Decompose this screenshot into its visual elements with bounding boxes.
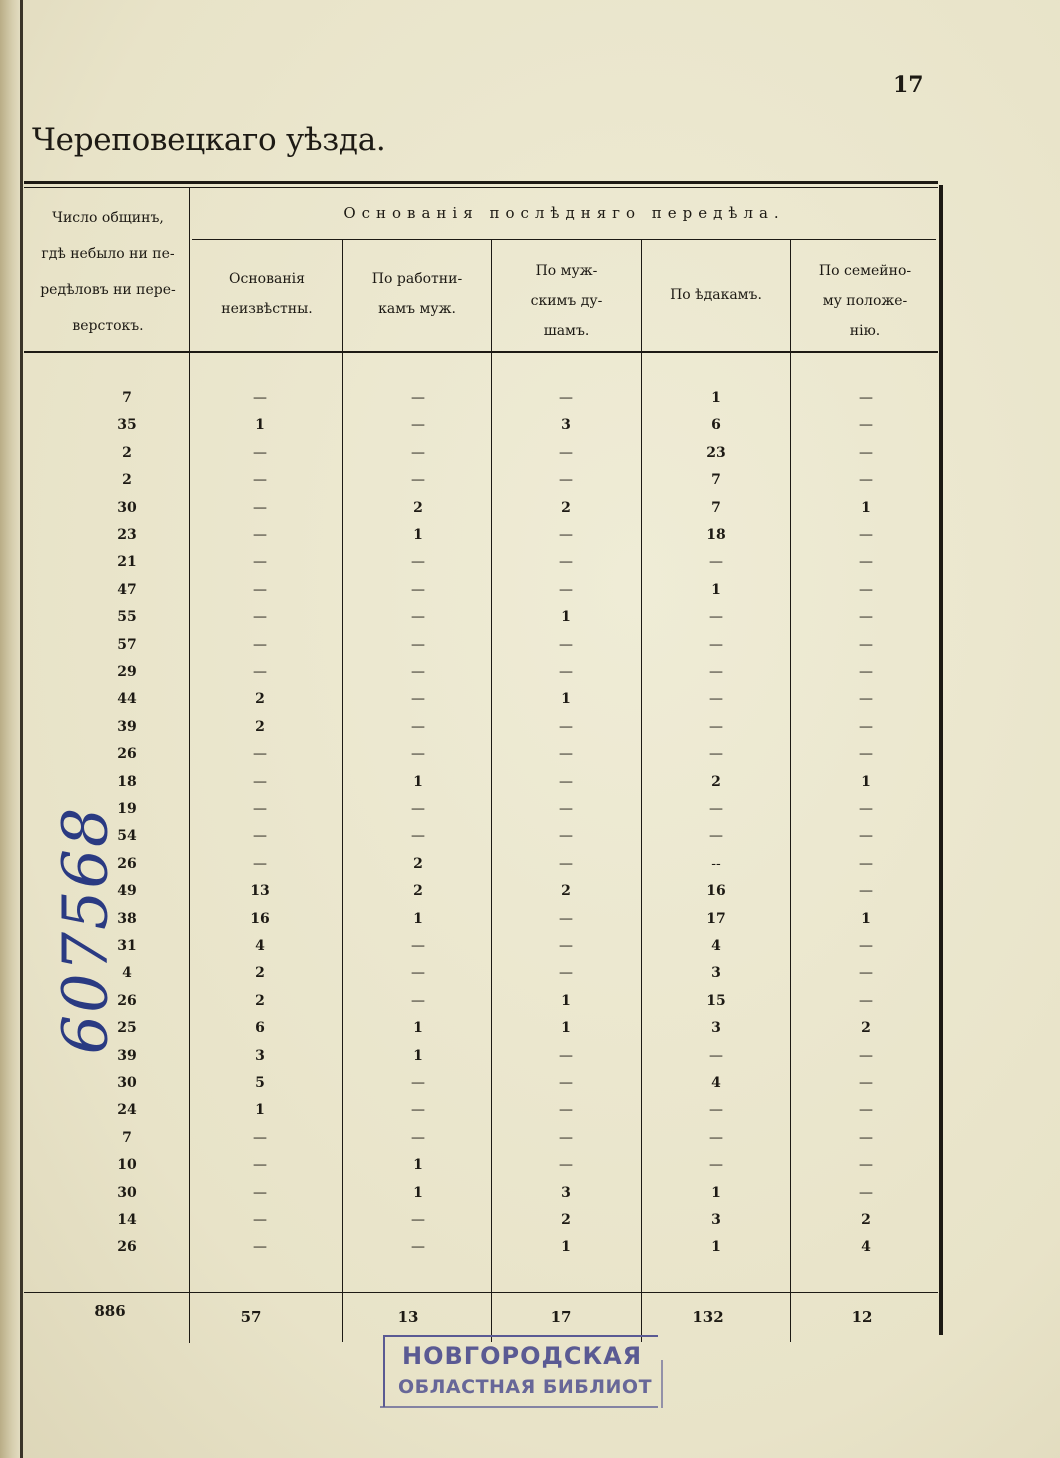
group-header-rule xyxy=(192,239,936,240)
table-cell: — xyxy=(559,444,573,461)
table-cell: 30 xyxy=(117,1075,137,1091)
header-bottom-rule xyxy=(24,351,938,353)
total-cell: 13 xyxy=(397,1308,419,1326)
table-cell: 1 xyxy=(561,1020,571,1037)
table-cell: — xyxy=(559,527,573,543)
table-cell: — xyxy=(859,965,873,982)
table-cell: — xyxy=(411,444,425,461)
table-cell: 24 xyxy=(117,1102,137,1119)
table-cell: — xyxy=(559,1102,573,1119)
table-cell: — xyxy=(559,801,573,817)
table-cell: 30 xyxy=(117,499,137,516)
table-cell: 2 xyxy=(255,718,265,735)
table-cell: 2 xyxy=(861,1020,871,1037)
total-cell: 132 xyxy=(692,1308,724,1326)
table-cell: — xyxy=(411,1075,425,1091)
table-cell: — xyxy=(859,1129,873,1146)
table-cell: 44 xyxy=(117,691,137,708)
table-cell: — xyxy=(709,609,723,626)
table-cell: 2 xyxy=(561,499,571,516)
table-cell: — xyxy=(859,664,873,680)
table-cell: 1 xyxy=(561,609,571,626)
table-cell: 1 xyxy=(413,773,423,790)
table-cell: — xyxy=(559,965,573,982)
table-cell: 2 xyxy=(711,773,721,790)
table-cell: — xyxy=(411,1129,425,1146)
table-cell: — xyxy=(859,746,873,763)
table-cell: — xyxy=(253,581,267,598)
table-cell: 57 xyxy=(117,636,137,653)
handwritten-inventory-number: 607568 xyxy=(48,805,122,1055)
table-cell: — xyxy=(253,499,267,516)
table-cell: — xyxy=(859,581,873,598)
table-cell: — xyxy=(253,527,267,543)
col-sep-1 xyxy=(189,188,190,1343)
table-cell: 2 xyxy=(561,883,571,900)
table-cell: — xyxy=(859,828,873,845)
table-cell: — xyxy=(411,746,425,763)
table-cell: — xyxy=(253,855,267,872)
table-cell: 1 xyxy=(255,417,265,434)
table-cell: — xyxy=(559,664,573,680)
table-cell: 5 xyxy=(255,1075,265,1091)
table-cell: 39 xyxy=(117,718,137,735)
table-cell: — xyxy=(709,664,723,680)
table-cell: 1 xyxy=(561,992,571,1009)
table-cell: 1 xyxy=(711,1239,721,1256)
total-cell: 886 xyxy=(94,1302,126,1320)
table-cell: 2 xyxy=(122,444,132,461)
table-cell: 18 xyxy=(117,773,137,790)
table-cell: 3 xyxy=(561,1184,571,1201)
col-sep-5 xyxy=(790,240,791,1342)
table-cell: 1 xyxy=(711,581,721,598)
col-sep-3 xyxy=(491,240,492,1342)
table-cell: — xyxy=(411,801,425,817)
table-cell: 16 xyxy=(250,910,270,927)
table-cell: — xyxy=(859,691,873,708)
table-cell: — xyxy=(411,1102,425,1119)
table-cell: 4 xyxy=(122,965,132,982)
table-top-rule-thin xyxy=(24,187,938,188)
table-cell: — xyxy=(859,609,873,626)
table-cell: — xyxy=(411,828,425,845)
table-cell: 14 xyxy=(117,1212,137,1228)
table-cell: 23 xyxy=(706,444,726,461)
table-cell: 29 xyxy=(117,664,137,680)
table-cell: 3 xyxy=(711,1020,721,1037)
table-cell: 55 xyxy=(117,609,137,626)
book-spine xyxy=(0,0,22,1458)
header-col-communes: Число общинъ, гдѣ небыло ни пе- редѣловъ ни пере- верстокъ. xyxy=(40,210,176,334)
table-cell: — xyxy=(559,1075,573,1091)
table-cell: 49 xyxy=(117,883,137,900)
library-stamp xyxy=(380,1330,662,1410)
table-cell: — xyxy=(559,828,573,845)
page-title: Череповецкаго уѣзда. xyxy=(32,122,386,158)
table-cell: 3 xyxy=(255,1047,265,1064)
table-cell: 4 xyxy=(255,938,265,954)
table-cell: — xyxy=(709,1129,723,1146)
table-cell: — xyxy=(253,1157,267,1174)
table-cell: 26 xyxy=(117,1239,137,1256)
table-cell: 15 xyxy=(706,992,726,1009)
table-cell: — xyxy=(253,554,267,571)
table-cell: — xyxy=(859,1047,873,1064)
table-cell: 1 xyxy=(561,691,571,708)
table-cell: 26 xyxy=(117,992,137,1009)
table-cell: — xyxy=(559,1047,573,1064)
table-cell: — xyxy=(253,773,267,790)
table-cell: — xyxy=(559,636,573,653)
table-cell: 7 xyxy=(711,472,721,489)
table-cell: — xyxy=(709,636,723,653)
table-cell: — xyxy=(709,746,723,763)
table-cell: 26 xyxy=(117,855,137,872)
total-cell: 17 xyxy=(550,1308,572,1326)
table-cell: — xyxy=(709,1047,723,1064)
table-cell: — xyxy=(411,581,425,598)
table-cell: — xyxy=(709,801,723,817)
table-cell: — xyxy=(859,718,873,735)
table-cell: 1 xyxy=(413,1157,423,1174)
table-cell: — xyxy=(253,1129,267,1146)
stamp-line-1: НОВГОРОДСКАЯ xyxy=(402,1342,643,1370)
table-cell: 1 xyxy=(861,910,871,927)
table-cell: — xyxy=(253,609,267,626)
table-cell: 1 xyxy=(413,910,423,927)
table-cell: — xyxy=(411,609,425,626)
table-cell: — xyxy=(859,801,873,817)
table-cell: 6 xyxy=(711,417,721,434)
table-cell: 13 xyxy=(250,883,270,900)
header-col-family: По семейно- му положе- нію. xyxy=(818,263,912,339)
table-cell: 3 xyxy=(711,965,721,982)
table-cell: — xyxy=(253,801,267,817)
table-cell: 54 xyxy=(117,828,137,845)
table-cell: — xyxy=(709,828,723,845)
table-cell: — xyxy=(253,444,267,461)
table-cell: 2 xyxy=(255,965,265,982)
table-cell: 6 xyxy=(255,1020,265,1037)
table-cell: — xyxy=(859,883,873,900)
table-cell: 21 xyxy=(117,554,137,571)
table-cell: — xyxy=(411,636,425,653)
table-cell: 1 xyxy=(255,1102,265,1119)
table-cell: — xyxy=(411,965,425,982)
table-cell: 2 xyxy=(413,883,423,900)
table-cell: — xyxy=(859,527,873,543)
table-cell: — xyxy=(559,718,573,735)
table-cell: 1 xyxy=(413,527,423,543)
table-cell: — xyxy=(411,992,425,1009)
table-cell: 1 xyxy=(561,1239,571,1256)
table-cell: — xyxy=(411,1239,425,1256)
table-cell: — xyxy=(559,746,573,763)
table-cell: — xyxy=(859,636,873,653)
table-cell: 25 xyxy=(117,1020,137,1037)
table-cell: — xyxy=(559,472,573,489)
col-sep-2 xyxy=(342,240,343,1342)
table-cell: 2 xyxy=(561,1212,571,1228)
table-cell: 23 xyxy=(117,527,137,543)
table-cell: — xyxy=(859,1075,873,1091)
table-cell: — xyxy=(253,664,267,680)
table-cell: 4 xyxy=(711,1075,721,1091)
table-cell: — xyxy=(559,1157,573,1174)
table-cell: 4 xyxy=(861,1239,871,1256)
table-cell: — xyxy=(559,554,573,571)
table-cell: 1 xyxy=(861,499,871,516)
table-cell: — xyxy=(709,554,723,571)
table-cell: — xyxy=(559,581,573,598)
page-number: 17 xyxy=(893,72,924,98)
table-cell: — xyxy=(253,472,267,489)
table-cell: 1 xyxy=(861,773,871,790)
table-cell: — xyxy=(859,472,873,489)
header-col-male-souls: По муж- скимъ ду- шамъ. xyxy=(530,263,603,339)
col-sep-4 xyxy=(641,240,642,1342)
table-cell: 1 xyxy=(413,1020,423,1037)
table-cell: — xyxy=(253,636,267,653)
table-cell: 1 xyxy=(413,1047,423,1064)
table-cell: — xyxy=(859,417,873,434)
table-cell: 1 xyxy=(711,1184,721,1201)
table-cell: 7 xyxy=(122,390,132,406)
table-cell: 1 xyxy=(711,390,721,406)
table-cell: — xyxy=(709,1102,723,1119)
table-cell: 7 xyxy=(711,499,721,516)
table-cell: — xyxy=(411,472,425,489)
table-cell: 19 xyxy=(117,801,137,817)
table-cell: 2 xyxy=(255,992,265,1009)
table-cell: — xyxy=(253,746,267,763)
table-cell: 35 xyxy=(117,417,137,434)
table-cell: 18 xyxy=(706,527,726,543)
table-cell: — xyxy=(253,390,267,406)
table-cell: — xyxy=(859,1184,873,1201)
table-cell: — xyxy=(559,773,573,790)
table-cell: 31 xyxy=(117,938,137,954)
table-cell: 3 xyxy=(561,417,571,434)
table-cell: 47 xyxy=(117,581,137,598)
header-col-unknown: Основанія неизвѣстны. xyxy=(221,271,313,317)
table-cell: 17 xyxy=(706,910,726,927)
table-cell: — xyxy=(253,828,267,845)
header-col-eaters: По ѣдакамъ. xyxy=(670,287,762,303)
table-cell: — xyxy=(859,1102,873,1119)
table-cell: -- xyxy=(711,855,721,872)
table-cell: — xyxy=(253,1184,267,1201)
table-cell: 16 xyxy=(706,883,726,900)
table-cell: — xyxy=(859,444,873,461)
table-cell: — xyxy=(411,417,425,434)
table-cell: — xyxy=(859,855,873,872)
table-cell: — xyxy=(253,1239,267,1256)
table-cell: — xyxy=(559,938,573,954)
table-top-rule xyxy=(24,181,938,184)
table-cell: — xyxy=(709,1157,723,1174)
table-cell: 3 xyxy=(711,1212,721,1228)
table-cell: 2 xyxy=(413,499,423,516)
table-cell: — xyxy=(709,691,723,708)
table-cell: 2 xyxy=(861,1212,871,1228)
table-cell: — xyxy=(709,718,723,735)
totals-rule xyxy=(24,1292,938,1293)
header-col-workers: По работни- камъ муж. xyxy=(371,271,463,317)
table-cell: — xyxy=(859,1157,873,1174)
table-cell: — xyxy=(859,992,873,1009)
table-cell: — xyxy=(559,1129,573,1146)
header-group: Основанія послѣдняго передѣла. xyxy=(343,204,785,222)
table-cell: — xyxy=(253,1212,267,1228)
total-cell: 12 xyxy=(851,1308,873,1326)
table-cell: 30 xyxy=(117,1184,137,1201)
table-cell: — xyxy=(411,664,425,680)
table-cell: — xyxy=(411,554,425,571)
table-cell: — xyxy=(411,718,425,735)
table-cell: — xyxy=(859,554,873,571)
table-cell: 2 xyxy=(122,472,132,489)
total-cell: 57 xyxy=(240,1308,262,1326)
table-cell: — xyxy=(411,938,425,954)
table-right-border xyxy=(939,185,943,1335)
table-cell: — xyxy=(559,390,573,406)
table-cell: 7 xyxy=(122,1129,132,1146)
table-cell: — xyxy=(411,390,425,406)
table-cell: 2 xyxy=(413,855,423,872)
table-cell: 38 xyxy=(117,910,137,927)
table-cell: 1 xyxy=(413,1184,423,1201)
table-cell: — xyxy=(559,855,573,872)
table-cell: — xyxy=(859,938,873,954)
table-cell: 26 xyxy=(117,746,137,763)
stamp-line-2: ОБЛАСТНАЯ БИБЛИОТ xyxy=(398,1376,653,1398)
table-cell: 2 xyxy=(255,691,265,708)
table-cell: — xyxy=(411,1212,425,1228)
spine-edge xyxy=(20,0,23,1458)
table-cell: — xyxy=(559,910,573,927)
table-cell: 4 xyxy=(711,938,721,954)
table-cell: 39 xyxy=(117,1047,137,1064)
table-cell: — xyxy=(411,691,425,708)
table-cell: — xyxy=(859,390,873,406)
table-cell: 10 xyxy=(117,1157,137,1174)
